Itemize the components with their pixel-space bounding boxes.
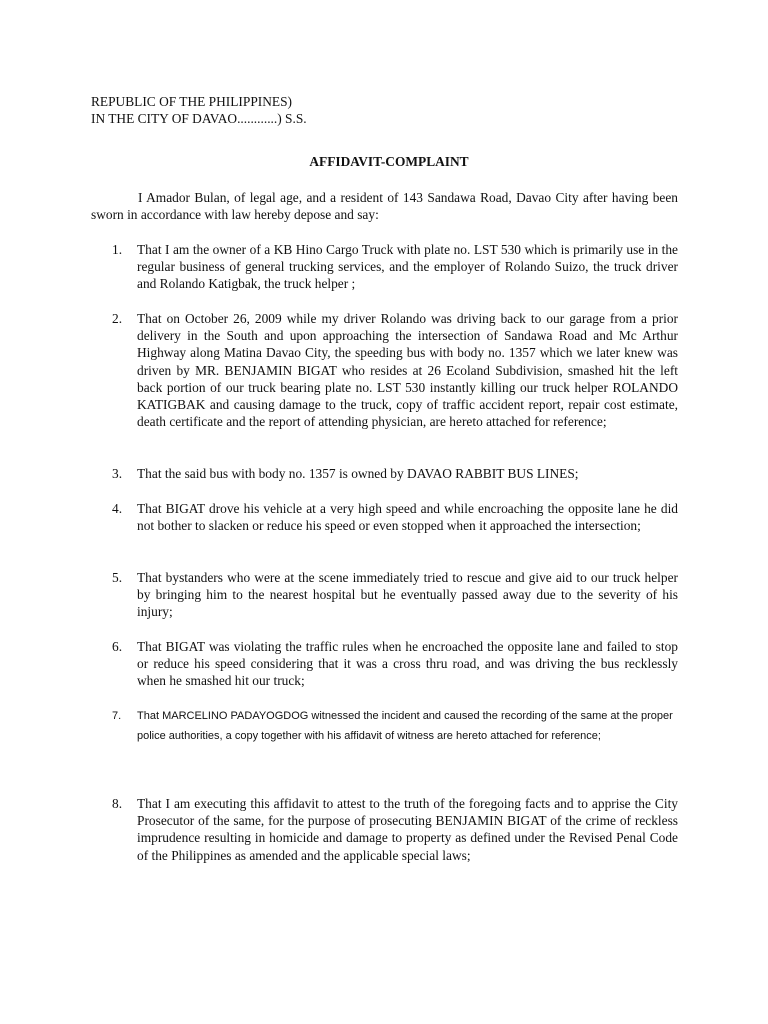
item-number: 1. — [112, 242, 123, 257]
item-number: 2. — [112, 311, 123, 326]
item-text: That I am the owner of a KB Hino Cargo Truck with plate no. LST 530 which is primarily use in the regular business of general trucking services, and the employer of Rolando Suizo, the truck driver and Rolando Katigbak, the truck helper ; — [137, 242, 678, 292]
item-text: That BIGAT drove his vehicle at a very high speed and while encroaching the opposite lane he did not bother to slacken or reduce his speed or even stopped when it approached the intersection; — [137, 501, 678, 534]
item-text: That on October 26, 2009 while my driver Rolando was driving back to our garage from a prior delivery in the South and upon approaching the intersection of Sandawa Road and Mc Arthur Highway along Matina Davao City, the speeding bus with body no. 1357 which we later knew was driven by MR. BENJAMIN BIGAT who resides at 26 Ecoland Subdivision, smashed hit the left back portion of our truck bearing plate no. LST 530 instantly killing our truck helper ROLANDO KATIGBAK and causing damage to the truck, copy of traffic accident report, repair cost estimate, death certificate and the report of attending physician, are hereto attached for reference; — [137, 311, 678, 430]
list-item — [112, 638, 678, 690]
item-number: 4. — [112, 501, 123, 516]
list-item — [112, 706, 678, 746]
list-item — [112, 241, 678, 293]
header-republic-line: REPUBLIC OF THE PHILIPPINES) — [91, 94, 293, 109]
item-number: 3. — [112, 466, 123, 481]
item-text: That MARCELINO PADAYOGDOG witnessed the incident and caused the recording of the same at the proper police authorities, a copy together with his affidavit of witness are hereto attached for reference; — [137, 710, 673, 742]
item-number: 6. — [112, 639, 123, 654]
list-item — [112, 465, 678, 482]
list-item — [112, 310, 678, 430]
intro-paragraph: I Amador Bulan, of legal age, and a resident of 143 Sandawa Road, Davao City after having been sworn in accordance with law hereby depose and say: — [91, 190, 678, 223]
header-city-line: IN THE CITY OF DAVAO............) S.S. — [91, 111, 307, 126]
document-title: AFFIDAVIT-COMPLAINT — [309, 154, 469, 169]
list-item — [112, 795, 678, 864]
item-text: That bystanders who were at the scene immediately tried to rescue and give aid to our truck helper by bringing him to the nearest hospital but he eventually passed away due to the severity of his injury; — [137, 570, 678, 620]
list-item — [112, 569, 678, 621]
item-number: 7. — [112, 710, 122, 722]
item-number: 8. — [112, 796, 123, 811]
list-item — [112, 500, 678, 534]
item-text: That the said bus with body no. 1357 is owned by DAVAO RABBIT BUS LINES; — [137, 466, 579, 481]
item-text: That I am executing this affidavit to attest to the truth of the foregoing facts and to apprise the City Prosecutor of the same, for the purpose of prosecuting BENJAMIN BIGAT of the crime of reckless imprudence resulting in homicide and damage to property as defined under the Revised Penal Code of the Philippines as amended and the applicable special laws; — [137, 796, 678, 863]
item-text: That BIGAT was violating the traffic rules when he encroached the opposite lane and failed to stop or reduce his speed considering that it was a cross thru road, and was driving the bus recklessly when he smashed hit our truck; — [137, 639, 678, 689]
item-number: 5. — [112, 570, 123, 585]
